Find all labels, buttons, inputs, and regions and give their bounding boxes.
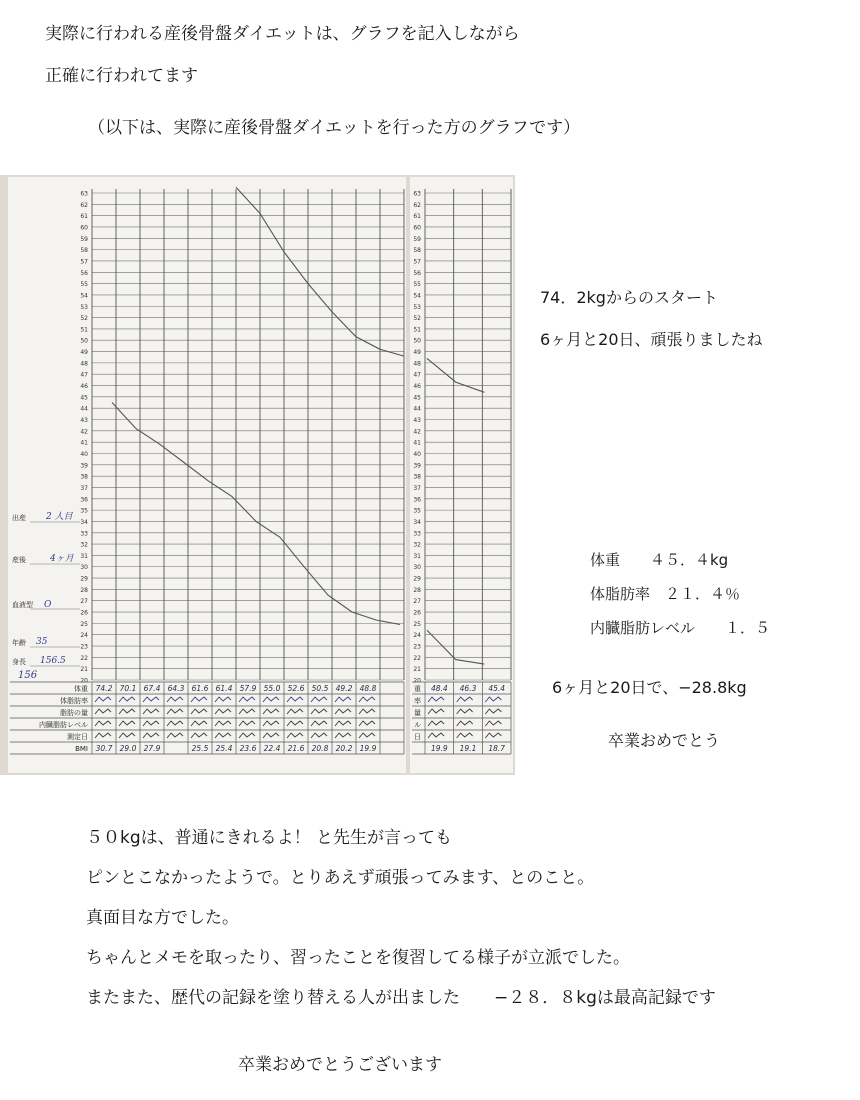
scale-tick-label: 61: [80, 213, 88, 221]
scale-tick-label: 33: [80, 530, 88, 538]
table-row-label: 日: [414, 733, 421, 741]
scale-tick-label: 34: [80, 518, 88, 526]
scale-tick-label: 32: [80, 541, 88, 549]
scale-tick-label: 46: [413, 383, 421, 391]
scale-tick-label: 26: [80, 609, 88, 617]
scale-tick-label: 45: [80, 394, 88, 402]
scale-tick-label: 53: [413, 303, 421, 311]
scale-tick-label: 27: [80, 598, 88, 606]
table-row-label: ル: [414, 721, 421, 729]
scale-tick-label: 22: [80, 654, 88, 662]
form-label: 年齢: [12, 639, 26, 647]
scale-tick-label: 31: [80, 552, 88, 560]
table-row-label: 量: [414, 709, 421, 717]
scale-tick-label: 51: [413, 326, 421, 334]
handwritten-value: 156.5: [40, 656, 66, 666]
scale-tick-label: 63: [80, 190, 88, 198]
intro-line-2: 正確に行われてます: [45, 66, 198, 86]
scale-tick-label: 44: [413, 405, 421, 413]
scale-tick-label: 57: [80, 258, 88, 266]
scale-tick-label: 58: [80, 247, 88, 255]
scale-tick-label: 30: [80, 564, 88, 572]
table-bmi-value: 30.7: [95, 744, 113, 753]
scale-tick-label: 40: [413, 450, 421, 458]
scale-tick-label: 42: [413, 428, 421, 436]
scale-tick-label: 60: [413, 224, 421, 232]
scale-tick-label: 40: [80, 450, 88, 458]
table-weight-value: 49.2: [335, 684, 353, 693]
table-bmi-value: 25.4: [215, 744, 233, 753]
scale-tick-label: 46: [80, 383, 88, 391]
scale-tick-label: 48: [80, 360, 88, 368]
scale-tick-label: 36: [413, 496, 421, 504]
table-weight-value: 45.4: [488, 684, 506, 693]
scale-tick-label: 37: [80, 484, 88, 492]
chart-sheet: [0, 175, 515, 775]
scale-tick-label: 28: [413, 586, 421, 594]
closing-message: 卒業おめでとうございます: [238, 1055, 442, 1075]
chart-sheet-photo: [0, 175, 515, 775]
scale-tick-label: 35: [80, 507, 88, 515]
scale-tick-label: 43: [80, 417, 88, 425]
handwritten-value: 156: [18, 670, 38, 681]
scale-tick-label: 55: [413, 281, 421, 289]
scale-tick-label: 59: [80, 235, 88, 243]
scale-tick-label: 41: [413, 439, 421, 447]
form-label: 出産: [12, 514, 26, 522]
table-bmi-value: 25.5: [191, 744, 209, 753]
scale-tick-label: 25: [413, 620, 421, 628]
scale-tick-label: 29: [80, 575, 88, 583]
scale-tick-label: 23: [413, 643, 421, 651]
scale-tick-label: 56: [413, 269, 421, 277]
table-row-label: 率: [414, 697, 421, 705]
table-row-label: 脂肪の量: [60, 709, 88, 717]
table-bmi-value: 21.6: [287, 744, 305, 753]
scale-tick-label: 43: [413, 417, 421, 425]
scale-tick-label: 54: [413, 292, 421, 300]
scale-tick-label: 30: [413, 564, 421, 572]
table-row-label: 体重: [74, 685, 88, 693]
story-line-1: ５０kgは、普通にきれるよ！ と先生が言っても: [86, 828, 453, 848]
table-weight-value: 52.6: [287, 684, 305, 693]
scale-tick-label: 61: [413, 213, 421, 221]
scale-tick-label: 52: [80, 315, 88, 323]
scale-tick-label: 62: [413, 201, 421, 209]
note-weight: 体重 ４５．４kg: [590, 551, 729, 569]
scale-tick-label: 21: [413, 666, 421, 674]
form-label: 産後: [12, 556, 26, 564]
scale-tick-label: 39: [80, 462, 88, 470]
scale-tick-label: 35: [413, 507, 421, 515]
scale-tick-label: 32: [413, 541, 421, 549]
scale-tick-label: 20: [413, 677, 421, 685]
story-line-5: またまた、歴代の記録を塗り替える人が出ました −２８．８kgは最高記録です: [86, 988, 716, 1008]
note-visceral: 内臓脂肪レベル １．５: [590, 619, 771, 637]
table-row-label: 測定日: [67, 733, 88, 741]
story-line-4: ちゃんとメモを取ったり、習ったことを復習してる様子が立派でした。: [86, 948, 630, 968]
scale-tick-label: 49: [80, 349, 88, 357]
scale-tick-label: 47: [80, 371, 88, 379]
scale-tick-label: 21: [80, 666, 88, 674]
scale-tick-label: 51: [80, 326, 88, 334]
scale-tick-label: 42: [80, 428, 88, 436]
table-bmi-value: 29.0: [119, 744, 137, 753]
intro-line-1: 実際に行われる産後骨盤ダイエットは、グラフを記入しながら: [45, 24, 520, 44]
story-line-2: ピンとこなかったようで。とりあえず頑張ってみます、とのこと。: [86, 868, 595, 888]
scale-tick-label: 47: [413, 371, 421, 379]
scale-tick-label: 59: [413, 235, 421, 243]
table-weight-value: 74.2: [95, 684, 113, 693]
scale-tick-label: 24: [413, 632, 421, 640]
scale-tick-label: 50: [80, 337, 88, 345]
table-bmi-value: 22.4: [263, 744, 281, 753]
scale-tick-label: 31: [413, 552, 421, 560]
table-weight-value: 46.3: [459, 684, 477, 693]
scale-tick-label: 58: [413, 247, 421, 255]
story-line-3: 真面目な方でした。: [86, 908, 239, 928]
scale-tick-label: 34: [413, 518, 421, 526]
handwritten-value: 35: [36, 637, 48, 647]
scale-tick-label: 27: [413, 598, 421, 606]
scale-tick-label: 38: [413, 473, 421, 481]
scale-tick-label: 25: [80, 620, 88, 628]
table-weight-value: 70.1: [119, 684, 137, 693]
scale-tick-label: 28: [80, 586, 88, 594]
table-bmi-value: 27.9: [143, 744, 161, 753]
scale-tick-label: 50: [413, 337, 421, 345]
table-bmi-value: 19.9: [430, 744, 448, 753]
scale-tick-label: 56: [80, 269, 88, 277]
form-label: 身長: [12, 658, 26, 666]
scale-tick-label: 23: [80, 643, 88, 651]
note-bodyfat: 体脂肪率 ２１．４％: [590, 585, 741, 603]
form-label: 血液型: [12, 601, 33, 609]
scale-tick-label: 60: [80, 224, 88, 232]
scale-tick-label: 62: [80, 201, 88, 209]
table-bmi-value: 23.6: [239, 744, 257, 753]
scale-tick-label: 41: [80, 439, 88, 447]
scale-tick-label: 37: [413, 484, 421, 492]
scale-tick-label: 63: [413, 190, 421, 198]
table-bmi-value: 19.1: [459, 744, 477, 753]
scale-tick-label: 29: [413, 575, 421, 583]
note-start-weight: 74．2kgからのスタート: [540, 288, 718, 307]
handwritten-value: 4ヶ月: [50, 554, 74, 564]
scale-tick-label: 36: [80, 496, 88, 504]
scale-tick-label: 20: [80, 677, 88, 685]
scale-tick-label: 39: [413, 462, 421, 470]
table-bmi-value: 18.7: [488, 744, 506, 753]
table-bmi-value: 20.2: [335, 744, 353, 753]
scale-tick-label: 22: [413, 654, 421, 662]
table-weight-value: 48.4: [430, 684, 448, 693]
note-duration: 6ヶ月と20日、頑張りましたね: [540, 330, 763, 349]
scale-tick-label: 57: [413, 258, 421, 266]
scale-tick-label: 24: [80, 632, 88, 640]
note-result: 6ヶ月と20日で、−28.8kg: [552, 678, 747, 697]
table-bmi-value: 20.8: [311, 744, 329, 753]
scale-tick-label: 48: [413, 360, 421, 368]
note-congrats: 卒業おめでとう: [608, 731, 721, 750]
scale-tick-label: 38: [80, 473, 88, 481]
scale-tick-label: 44: [80, 405, 88, 413]
table-row-label: 重: [414, 685, 421, 693]
table-weight-value: 55.0: [263, 684, 281, 693]
table-row-label: 体脂肪率: [60, 697, 88, 705]
scale-tick-label: 49: [413, 349, 421, 357]
scale-tick-label: 54: [80, 292, 88, 300]
intro-note: （以下は、実際に産後骨盤ダイエットを行った方のグラフです）: [88, 118, 581, 138]
table-weight-value: 67.4: [143, 684, 161, 693]
scale-tick-label: 33: [413, 530, 421, 538]
table-bmi-value: 19.9: [359, 744, 377, 753]
scale-tick-label: 55: [80, 281, 88, 289]
table-weight-value: 61.6: [191, 684, 209, 693]
table-row-label: BMI: [75, 745, 88, 753]
handwritten-value: O: [44, 600, 52, 610]
handwritten-value: 2 人目: [46, 512, 73, 522]
table-weight-value: 64.3: [167, 684, 185, 693]
scale-tick-label: 52: [413, 315, 421, 323]
scale-tick-label: 26: [413, 609, 421, 617]
scale-tick-label: 45: [413, 394, 421, 402]
table-weight-value: 57.9: [239, 684, 257, 693]
table-weight-value: 50.5: [311, 684, 329, 693]
scale-tick-label: 53: [80, 303, 88, 311]
table-weight-value: 48.8: [359, 684, 377, 693]
table-weight-value: 61.4: [215, 684, 233, 693]
table-row-label: 内臓脂肪レベル: [39, 721, 88, 729]
